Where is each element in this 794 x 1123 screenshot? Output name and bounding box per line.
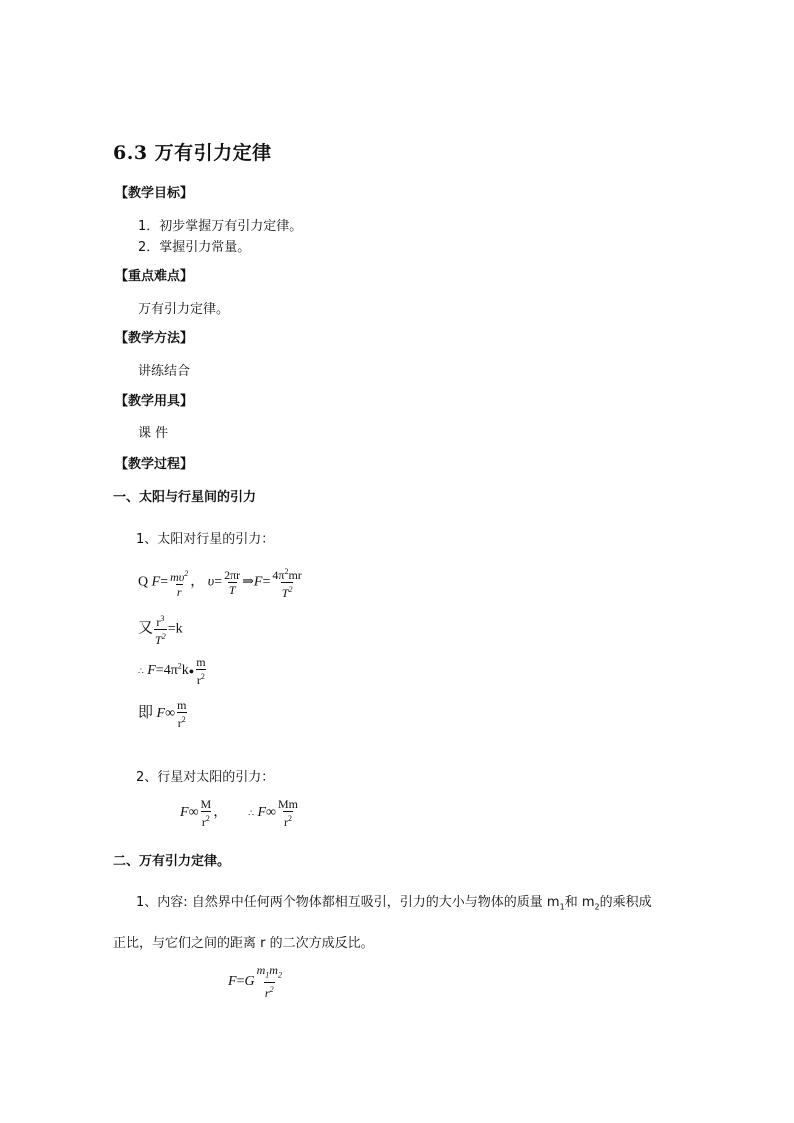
force-symbol: F xyxy=(147,663,156,679)
m-text: m xyxy=(196,655,206,669)
k-text: k xyxy=(175,621,183,637)
equals-sign: = xyxy=(262,574,271,590)
section-objectives: 【教学目标】 xyxy=(115,186,194,201)
fraction-m1m2-over-r2 xyxy=(256,963,283,1000)
fraction-2pir-over-T xyxy=(223,568,241,597)
fraction-m-over-r2 xyxy=(195,655,206,687)
two-pi-r-text: 2πr xyxy=(224,568,241,582)
G-symbol: G xyxy=(244,973,255,989)
proportional-symbol: ∞ xyxy=(188,805,199,821)
content-text: 的乘积成 xyxy=(599,895,652,910)
equals-sign: = xyxy=(160,574,169,590)
exponent: 2 xyxy=(200,672,205,681)
exponent: 2 xyxy=(205,814,210,823)
proportional-symbol: ∞ xyxy=(266,805,276,821)
equals-sign: = xyxy=(236,973,245,989)
four-pi-text: 4π xyxy=(163,663,178,679)
fraction-4pi2mr-over-T2 xyxy=(271,565,302,600)
m-text: m xyxy=(177,698,187,712)
subscript: 2 xyxy=(277,970,282,980)
fraction-m-over-r2 xyxy=(176,698,187,730)
mr-text: mr xyxy=(288,568,302,582)
part1-heading: 一、太阳与行星间的引力 xyxy=(113,490,257,505)
mv-text: mυ xyxy=(170,569,185,584)
r-text: r xyxy=(201,815,206,829)
r-text: r xyxy=(177,716,182,730)
exponent: 2 xyxy=(161,632,166,641)
formula-kepler xyxy=(138,612,183,647)
formula-therefore xyxy=(138,655,208,687)
objective-item-1: 1．初步掌握万有引力定律。 xyxy=(138,219,303,234)
part1-sub1: 1、太阳对行星的引力： xyxy=(136,532,275,547)
section-tools: 【教学用具】 xyxy=(115,394,194,409)
velocity-symbol: υ xyxy=(207,574,215,590)
exponent: 2 xyxy=(288,814,292,823)
equals-sign: = xyxy=(167,621,176,637)
content-text: 和 m xyxy=(564,895,595,910)
namely-text: 即 xyxy=(138,705,154,722)
part2-heading: 二、万有引力定律。 xyxy=(113,854,231,869)
Mm-text: Mm xyxy=(278,797,299,811)
formula-centripetal xyxy=(138,565,304,600)
r-text: r xyxy=(284,815,288,829)
section-key-points: 【重点难点】 xyxy=(115,269,194,284)
subscript: 1 xyxy=(559,902,565,912)
key-points-text: 万有引力定律。 xyxy=(138,302,230,317)
tools-text: 课 件 xyxy=(138,426,169,441)
force-symbol: F xyxy=(180,805,189,821)
exponent: 2 xyxy=(184,568,189,578)
exponent: 2 xyxy=(181,715,186,724)
therefore-symbol: ∴ xyxy=(248,808,254,819)
k-text: k xyxy=(181,663,189,679)
m-text: m xyxy=(256,963,266,977)
fraction-Mm-over-r2 xyxy=(277,797,299,829)
objective-item-2: 2．掌握引力常量。 xyxy=(138,240,251,255)
equals-sign: = xyxy=(155,663,164,679)
r-text: r xyxy=(176,584,182,599)
formula-planet-on-sun xyxy=(180,797,300,829)
formula-namely xyxy=(138,698,188,730)
part2-content-line2: 正比，与它们之间的距离 r 的二次方成反比。 xyxy=(113,936,374,951)
m-text: m xyxy=(269,963,278,977)
implies-symbol: ⇒ xyxy=(242,574,254,590)
section-methods: 【教学方法】 xyxy=(115,331,194,346)
exponent: 2 xyxy=(288,585,293,594)
part1-sub2: 2、行星对太阳的引力： xyxy=(136,770,275,785)
section-process: 【教学过程】 xyxy=(115,457,194,472)
equals-sign: = xyxy=(214,574,223,590)
comma: ， xyxy=(190,574,205,590)
r-text: r xyxy=(264,986,270,1001)
proportional-symbol: ∞ xyxy=(165,706,176,722)
four-pi-text: 4π xyxy=(272,568,285,582)
exponent: 2 xyxy=(269,985,274,995)
content-text: 1、内容: 自然界中任何两个物体都相互吸引，引力的大小与物体的质量 m xyxy=(136,895,560,910)
T-text: T xyxy=(281,586,289,600)
T-text: T xyxy=(228,583,236,597)
force-symbol: F xyxy=(257,805,267,821)
page-title: 6.3 万有引力定律 xyxy=(113,142,272,164)
because-symbol: Q xyxy=(138,574,149,590)
comma: ， xyxy=(213,805,228,821)
T-text: T xyxy=(155,633,162,647)
also-text: 又 xyxy=(138,620,154,637)
therefore-symbol: ∴ xyxy=(138,666,144,677)
methods-text: 讲练结合 xyxy=(138,364,191,379)
fraction-M-over-r2 xyxy=(200,797,213,829)
exponent: 3 xyxy=(160,614,165,623)
dot-symbol: ● xyxy=(188,666,195,677)
formula-gravitation xyxy=(228,963,284,1000)
part2-content-line1 xyxy=(136,891,652,912)
M-text: M xyxy=(200,797,212,811)
r-text: r xyxy=(196,673,201,687)
force-symbol: F xyxy=(156,706,166,722)
exponent: 2 xyxy=(284,567,289,576)
exponent: 2 xyxy=(177,661,182,671)
subscript: 2 xyxy=(594,902,600,912)
subscript: 1 xyxy=(265,970,270,980)
r-text: r xyxy=(156,615,161,629)
force-symbol: F xyxy=(151,574,161,590)
fraction-mv2-over-r xyxy=(169,567,189,599)
fraction-r3-over-T2 xyxy=(154,612,167,647)
force-symbol: F xyxy=(228,973,237,989)
force-symbol: F xyxy=(253,574,263,590)
